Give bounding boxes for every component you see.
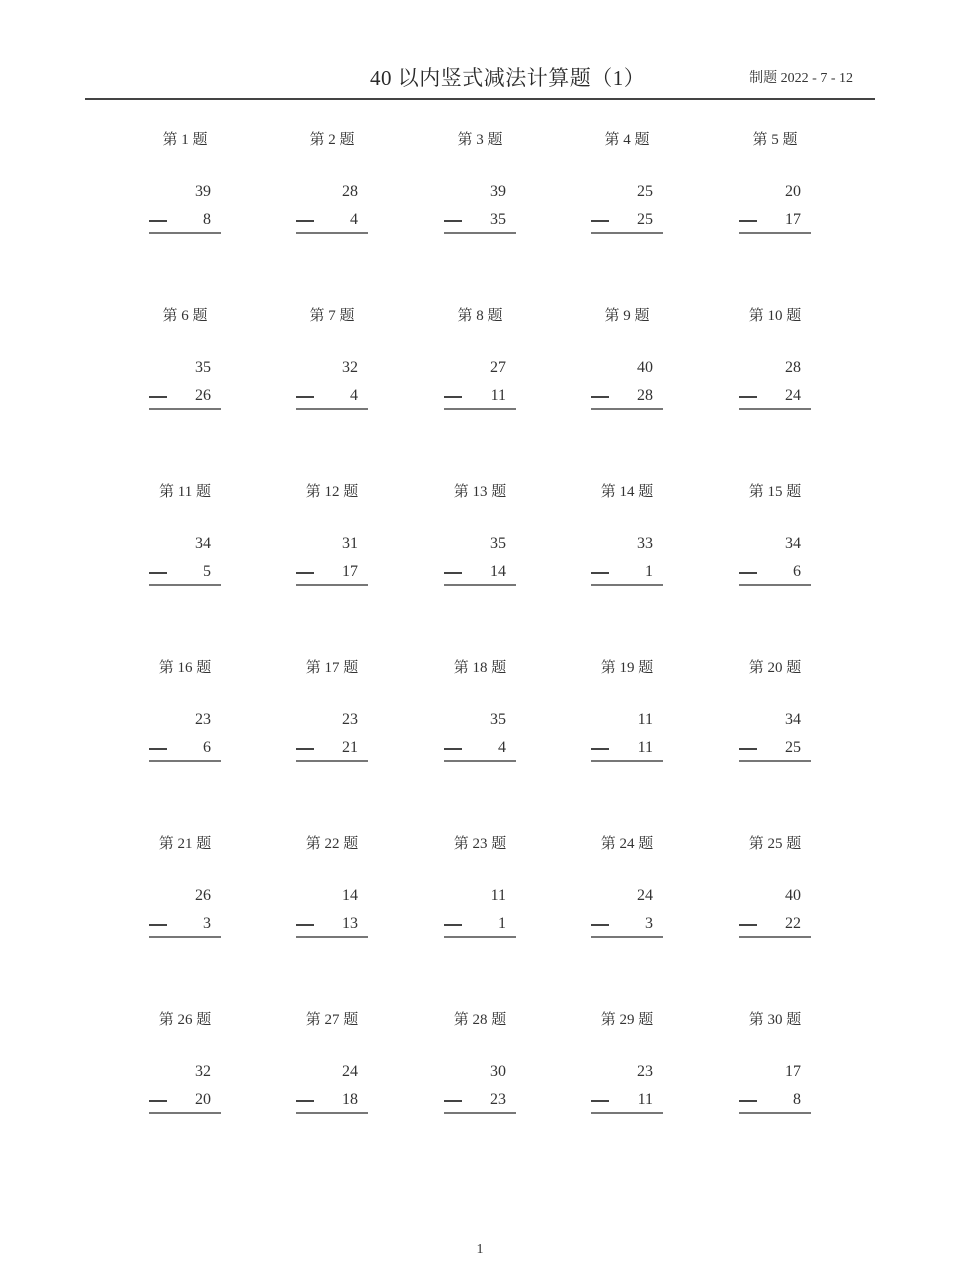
subtrahend: 28 <box>637 387 653 404</box>
answer-line <box>149 936 221 938</box>
answer-line <box>296 1112 368 1114</box>
minuend: 23 <box>342 711 358 728</box>
answer-line <box>444 936 516 938</box>
problem-label: 第 18 题 <box>453 660 507 676</box>
minuend: 28 <box>785 359 801 376</box>
minuend: 40 <box>637 359 653 376</box>
answer-line <box>149 1112 221 1114</box>
problem-label: 第 11 题 <box>159 484 211 500</box>
minus-sign-icon <box>149 220 167 222</box>
answer-line <box>296 760 368 762</box>
answer-line <box>444 408 516 410</box>
problem-label: 第 13 题 <box>453 484 507 500</box>
problem-item <box>567 480 687 610</box>
minus-sign-icon <box>739 396 757 398</box>
subtrahend: 11 <box>637 739 653 756</box>
subtrahend: 11 <box>637 1091 653 1108</box>
problem-label: 第 19 题 <box>600 660 654 676</box>
problem-item <box>420 832 540 962</box>
answer-line <box>591 232 663 234</box>
answer-line <box>296 408 368 410</box>
subtrahend: 25 <box>785 739 801 756</box>
problem-label: 第 22 题 <box>305 836 359 852</box>
minus-sign-icon <box>591 1100 609 1102</box>
minuend: 11 <box>490 887 506 904</box>
problem-item <box>420 480 540 610</box>
problem-item <box>125 480 245 610</box>
problem-item <box>715 304 835 434</box>
subtrahend: 24 <box>785 387 801 404</box>
minuend: 20 <box>785 183 801 200</box>
subtrahend: 35 <box>490 211 506 228</box>
subtrahend: 1 <box>498 915 506 932</box>
answer-line <box>149 584 221 586</box>
problem-label: 第 26 题 <box>158 1012 212 1028</box>
minus-sign-icon <box>739 748 757 750</box>
subtrahend: 11 <box>490 387 506 404</box>
answer-line <box>739 760 811 762</box>
subtrahend: 20 <box>195 1091 211 1108</box>
problem-item <box>567 304 687 434</box>
minuend: 26 <box>195 887 211 904</box>
problem-label: 第 30 题 <box>748 1012 802 1028</box>
problem-label: 第 28 题 <box>453 1012 507 1028</box>
answer-line <box>739 232 811 234</box>
answer-line <box>591 936 663 938</box>
minuend: 32 <box>342 359 358 376</box>
minus-sign-icon <box>444 1100 462 1102</box>
problem-label: 第 23 题 <box>453 836 507 852</box>
problem-item <box>420 128 540 258</box>
minus-sign-icon <box>296 1100 314 1102</box>
problem-label: 第 29 题 <box>600 1012 654 1028</box>
problem-item <box>125 128 245 258</box>
problem-label: 第 10 题 <box>748 308 802 324</box>
minus-sign-icon <box>444 748 462 750</box>
subtrahend: 6 <box>203 739 211 756</box>
problem-label: 第 24 题 <box>600 836 654 852</box>
minuend: 35 <box>490 535 506 552</box>
answer-line <box>149 760 221 762</box>
problem-label: 第 1 题 <box>162 132 208 148</box>
problem-item <box>272 304 392 434</box>
minuend: 23 <box>637 1063 653 1080</box>
problem-item <box>125 656 245 786</box>
answer-line <box>296 584 368 586</box>
minuend: 31 <box>342 535 358 552</box>
answer-line <box>444 760 516 762</box>
problem-label: 第 2 题 <box>309 132 355 148</box>
subtrahend: 3 <box>645 915 653 932</box>
answer-line <box>739 584 811 586</box>
problem-label: 第 14 题 <box>600 484 654 500</box>
problem-label: 第 21 题 <box>158 836 212 852</box>
answer-line <box>591 408 663 410</box>
minuend: 40 <box>785 887 801 904</box>
problem-label: 第 7 题 <box>309 308 355 324</box>
problem-item <box>715 128 835 258</box>
subtrahend: 8 <box>203 211 211 228</box>
answer-line <box>149 232 221 234</box>
problem-label: 第 25 题 <box>748 836 802 852</box>
minuend: 27 <box>490 359 506 376</box>
minus-sign-icon <box>149 396 167 398</box>
problem-label: 第 3 题 <box>457 132 503 148</box>
minuend: 34 <box>785 711 801 728</box>
subtrahend: 18 <box>342 1091 358 1108</box>
minuend: 23 <box>195 711 211 728</box>
minus-sign-icon <box>296 572 314 574</box>
answer-line <box>739 1112 811 1114</box>
answer-line <box>296 232 368 234</box>
minus-sign-icon <box>296 748 314 750</box>
answer-line <box>296 936 368 938</box>
minuend: 30 <box>490 1063 506 1080</box>
problem-label: 第 12 题 <box>305 484 359 500</box>
subtrahend: 14 <box>490 563 506 580</box>
problem-item <box>420 1008 540 1138</box>
answer-line <box>739 936 811 938</box>
minus-sign-icon <box>739 1100 757 1102</box>
minuend: 24 <box>342 1063 358 1080</box>
problem-item <box>125 1008 245 1138</box>
minus-sign-icon <box>149 924 167 926</box>
minuend: 28 <box>342 183 358 200</box>
subtrahend: 21 <box>342 739 358 756</box>
minus-sign-icon <box>444 220 462 222</box>
subtrahend: 4 <box>498 739 506 756</box>
answer-line <box>444 1112 516 1114</box>
minuend: 33 <box>637 535 653 552</box>
subtrahend: 26 <box>195 387 211 404</box>
subtrahend: 17 <box>342 563 358 580</box>
minus-sign-icon <box>444 572 462 574</box>
subtrahend: 23 <box>490 1091 506 1108</box>
answer-line <box>591 760 663 762</box>
minuend: 14 <box>342 887 358 904</box>
worksheet-date: 制题 2022 - 7 - 12 <box>749 71 853 86</box>
problem-item <box>420 656 540 786</box>
subtrahend: 17 <box>785 211 801 228</box>
minus-sign-icon <box>591 748 609 750</box>
problem-label: 第 20 题 <box>748 660 802 676</box>
subtrahend: 4 <box>350 211 358 228</box>
minus-sign-icon <box>739 572 757 574</box>
problem-item <box>567 656 687 786</box>
problem-label: 第 27 题 <box>305 1012 359 1028</box>
problem-item <box>715 1008 835 1138</box>
minus-sign-icon <box>444 924 462 926</box>
page-number: 1 <box>476 1242 484 1257</box>
minus-sign-icon <box>296 924 314 926</box>
minuend: 24 <box>637 887 653 904</box>
problem-label: 第 5 题 <box>752 132 798 148</box>
minuend: 34 <box>785 535 801 552</box>
subtrahend: 4 <box>350 387 358 404</box>
answer-line <box>444 232 516 234</box>
problem-label: 第 17 题 <box>305 660 359 676</box>
minuend: 25 <box>637 183 653 200</box>
problem-label: 第 15 题 <box>748 484 802 500</box>
problem-item <box>715 656 835 786</box>
answer-line <box>591 584 663 586</box>
minus-sign-icon <box>591 572 609 574</box>
problem-item <box>272 656 392 786</box>
problem-item <box>125 832 245 962</box>
minus-sign-icon <box>149 748 167 750</box>
answer-line <box>739 408 811 410</box>
worksheet-title: 40 以内竖式减法计算题（1） <box>370 66 646 90</box>
problem-item <box>125 304 245 434</box>
problem-label: 第 9 题 <box>604 308 650 324</box>
minus-sign-icon <box>591 220 609 222</box>
problem-item <box>567 128 687 258</box>
subtrahend: 3 <box>203 915 211 932</box>
subtrahend: 5 <box>203 563 211 580</box>
minus-sign-icon <box>591 924 609 926</box>
problem-item <box>272 128 392 258</box>
minuend: 39 <box>195 183 211 200</box>
page-header <box>85 58 875 100</box>
subtrahend: 22 <box>785 915 801 932</box>
problem-item <box>272 480 392 610</box>
answer-line <box>149 408 221 410</box>
problem-label: 第 16 题 <box>158 660 212 676</box>
answer-line <box>444 584 516 586</box>
minus-sign-icon <box>296 396 314 398</box>
subtrahend: 13 <box>342 915 358 932</box>
problem-item <box>420 304 540 434</box>
minuend: 17 <box>785 1063 801 1080</box>
problem-item <box>567 1008 687 1138</box>
minuend: 35 <box>490 711 506 728</box>
minuend: 39 <box>490 183 506 200</box>
header-rule <box>85 98 875 100</box>
problem-item <box>272 1008 392 1138</box>
minus-sign-icon <box>296 220 314 222</box>
problem-label: 第 6 题 <box>162 308 208 324</box>
problem-item <box>715 480 835 610</box>
minus-sign-icon <box>739 220 757 222</box>
problem-item <box>272 832 392 962</box>
minuend: 34 <box>195 535 211 552</box>
problem-label: 第 4 题 <box>604 132 650 148</box>
minus-sign-icon <box>149 1100 167 1102</box>
minuend: 32 <box>195 1063 211 1080</box>
minus-sign-icon <box>739 924 757 926</box>
problem-label: 第 8 题 <box>457 308 503 324</box>
problem-item <box>715 832 835 962</box>
subtrahend: 1 <box>645 563 653 580</box>
minus-sign-icon <box>444 396 462 398</box>
problem-item <box>567 832 687 962</box>
answer-line <box>591 1112 663 1114</box>
minuend: 11 <box>637 711 653 728</box>
minuend: 35 <box>195 359 211 376</box>
subtrahend: 6 <box>793 563 801 580</box>
minus-sign-icon <box>591 396 609 398</box>
subtrahend: 8 <box>793 1091 801 1108</box>
subtrahend: 25 <box>637 211 653 228</box>
minus-sign-icon <box>149 572 167 574</box>
